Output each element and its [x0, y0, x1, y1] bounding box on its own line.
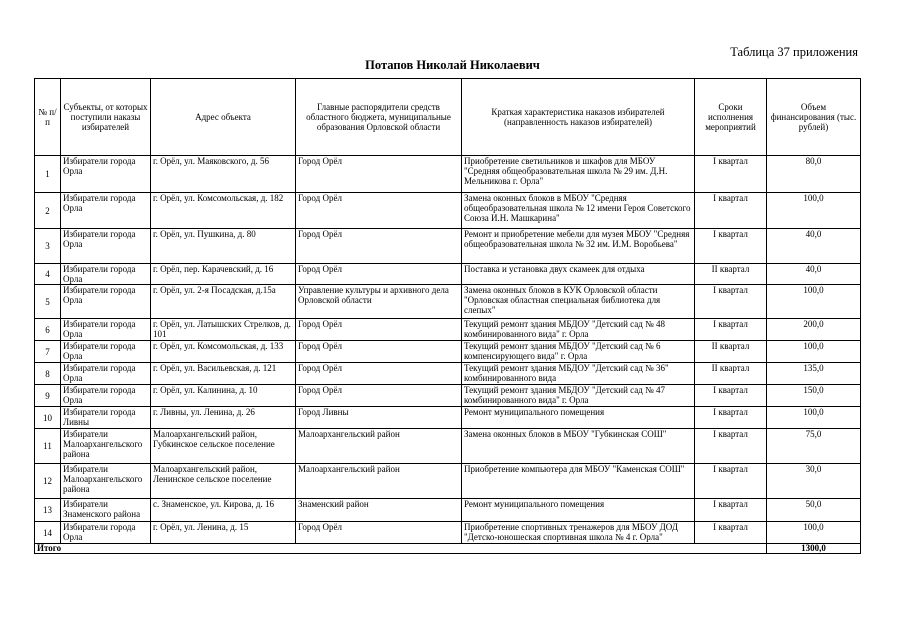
row-manager: Город Орёл [296, 319, 462, 341]
total-label: Итого [35, 544, 767, 554]
row-num: 1 [35, 156, 61, 193]
row-amount: 80,0 [767, 156, 861, 193]
header-description: Краткая характеристика наказов избирателей (направленность наказов избирателей) [462, 79, 695, 156]
table-row [35, 229, 861, 264]
row-period: I квартал [695, 499, 767, 522]
row-description: Замена оконных блоков в МБОУ "Губкинская СОШ" [462, 429, 695, 464]
row-manager: Управление культуры и архивного дела Орловской области [296, 285, 462, 319]
table-row [35, 193, 861, 229]
row-manager: Город Орёл [296, 193, 462, 229]
row-amount: 40,0 [767, 229, 861, 264]
row-subject: Избиратели Малоархангельского района [61, 464, 151, 499]
header-num: № п/п [35, 79, 61, 156]
table-row [35, 341, 861, 363]
row-num: 12 [35, 464, 61, 499]
table-row [35, 522, 861, 544]
row-manager: Город Орёл [296, 385, 462, 407]
row-address: г. Орёл, ул. Васильевская, д. 121 [151, 363, 296, 385]
total-amount: 1300,0 [767, 544, 861, 554]
row-description: Текущий ремонт здания МБДОУ "Детский сад № 47 комбинированного вида" г. Орла [462, 385, 695, 407]
row-num: 7 [35, 341, 61, 363]
table-row [35, 429, 861, 464]
row-period: I квартал [695, 407, 767, 429]
row-description: Текущий ремонт здания МБДОУ "Детский сад № 48 комбинированного вида" г. Орла [462, 319, 695, 341]
row-num: 3 [35, 229, 61, 264]
row-period: I квартал [695, 285, 767, 319]
row-period: I квартал [695, 319, 767, 341]
header-address: Адрес объекта [151, 79, 296, 156]
row-manager: Город Орёл [296, 229, 462, 264]
row-num: 5 [35, 285, 61, 319]
row-manager: Малоархангельский район [296, 464, 462, 499]
row-manager: Город Орёл [296, 156, 462, 193]
header-amount: Объем финансирования (тыс. рублей) [767, 79, 861, 156]
row-manager: Малоархангельский район [296, 429, 462, 464]
row-description: Текущий ремонт здания МБДОУ "Детский сад № 36" комбинированного вида [462, 363, 695, 385]
row-amount: 100,0 [767, 522, 861, 544]
row-description: Приобретение светильников и шкафов для МБОУ "Средняя общеобразовательная школа № 29 им. Д.Н. Мельникова г. Орла" [462, 156, 695, 193]
row-amount: 100,0 [767, 407, 861, 429]
row-amount: 75,0 [767, 429, 861, 464]
table-row [35, 407, 861, 429]
row-amount: 50,0 [767, 499, 861, 522]
row-address: г. Орёл, ул. Латышских Стрелков, д. 101 [151, 319, 296, 341]
row-period: I квартал [695, 193, 767, 229]
row-num: 10 [35, 407, 61, 429]
row-subject: Избиратели города Орла [61, 285, 151, 319]
row-address: г. Орёл, ул. Маяковского, д. 56 [151, 156, 296, 193]
table-row [35, 385, 861, 407]
table-header-row [35, 79, 861, 156]
row-amount: 40,0 [767, 264, 861, 285]
row-description: Замена оконных блоков в КУК Орловской области "Орловская областная специальная библиотека для слепых" [462, 285, 695, 319]
header-managers: Главные распорядители средств областного бюджета, муниципальные образования Орловской области [296, 79, 462, 156]
row-description: Приобретение компьютера для МБОУ "Каменская СОШ" [462, 464, 695, 499]
table-row [35, 464, 861, 499]
appendix-label: Таблица 37 приложения [730, 45, 858, 59]
row-amount: 100,0 [767, 285, 861, 319]
row-address: г. Орёл, ул. Ленина, д. 15 [151, 522, 296, 544]
row-subject: Избиратели Знаменского района [61, 499, 151, 522]
row-num: 14 [35, 522, 61, 544]
row-num: 13 [35, 499, 61, 522]
row-period: I квартал [695, 385, 767, 407]
header-subject: Субъекты, от которых поступили наказы избирателей [61, 79, 151, 156]
row-manager: Город Орёл [296, 264, 462, 285]
row-period: I квартал [695, 429, 767, 464]
row-manager: Город Орёл [296, 363, 462, 385]
row-address: г. Орёл, пер. Карачевский, д. 16 [151, 264, 296, 285]
row-period: I квартал [695, 522, 767, 544]
row-subject: Избиратели города Орла [61, 363, 151, 385]
row-period: I квартал [695, 464, 767, 499]
row-address: г. Орёл, ул. Калинина, д. 10 [151, 385, 296, 407]
row-amount: 100,0 [767, 193, 861, 229]
deputy-name: Потапов Николай Николаевич [365, 58, 540, 72]
row-subject: Избиратели города Орла [61, 156, 151, 193]
row-address: г. Орёл, ул. Комсомольская, д. 182 [151, 193, 296, 229]
row-address: Малоархангельский район, Ленинское сельское поселение [151, 464, 296, 499]
table-row [35, 499, 861, 522]
header-period: Сроки исполнения мероприятий [695, 79, 767, 156]
table-row [35, 264, 861, 285]
row-period: II квартал [695, 341, 767, 363]
row-amount: 30,0 [767, 464, 861, 499]
row-address: г. Ливны, ул. Ленина, д. 26 [151, 407, 296, 429]
row-subject: Избиратели города Орла [61, 264, 151, 285]
row-subject: Избиратели города Орла [61, 522, 151, 544]
row-num: 11 [35, 429, 61, 464]
row-subject: Избиратели города Орла [61, 229, 151, 264]
row-subject: Избиратели города Орла [61, 319, 151, 341]
row-description: Замена оконных блоков в МБОУ "Средняя общеобразовательная школа № 12 имени Героя Советского Союза И.Н. Машкарина" [462, 193, 695, 229]
row-subject: Избиратели города Ливны [61, 407, 151, 429]
row-amount: 150,0 [767, 385, 861, 407]
row-period: II квартал [695, 363, 767, 385]
row-description: Приобретение спортивных тренажеров для МБОУ ДОД "Детско-юношеская спортивная школа № 4 г. Орла" [462, 522, 695, 544]
row-manager: Город Орёл [296, 341, 462, 363]
row-num: 8 [35, 363, 61, 385]
row-num: 2 [35, 193, 61, 229]
row-subject: Избиратели Малоархангельского района [61, 429, 151, 464]
row-description: Ремонт муниципального помещения [462, 407, 695, 429]
row-num: 9 [35, 385, 61, 407]
row-period: I квартал [695, 156, 767, 193]
row-manager: Город Орёл [296, 522, 462, 544]
row-num: 6 [35, 319, 61, 341]
row-address: с. Знаменское, ул. Кирова, д. 16 [151, 499, 296, 522]
row-address: г. Орёл, ул. Пушкина, д. 80 [151, 229, 296, 264]
row-manager: Знаменский район [296, 499, 462, 522]
row-description: Поставка и установка двух скамеек для отдыха [462, 264, 695, 285]
row-description: Ремонт муниципального помещения [462, 499, 695, 522]
row-description: Ремонт и приобретение мебели для музея МБОУ "Средняя общеобразовательная школа № 32 им. И.М. Воробьева" [462, 229, 695, 264]
voter-mandates-table [34, 78, 861, 554]
row-subject: Избиратели города Орла [61, 193, 151, 229]
row-subject: Избиратели города Орла [61, 341, 151, 363]
row-address: г. Орёл, ул. Комсомольская, д. 133 [151, 341, 296, 363]
row-amount: 100,0 [767, 341, 861, 363]
table-row [35, 285, 861, 319]
row-period: II квартал [695, 264, 767, 285]
row-num: 4 [35, 264, 61, 285]
row-period: I квартал [695, 229, 767, 264]
row-subject: Избиратели города Орла [61, 385, 151, 407]
table-row [35, 363, 861, 385]
row-description: Текущий ремонт здания МБДОУ "Детский сад № 6 компенсирующего вида" г. Орла [462, 341, 695, 363]
row-address: Малоархангельский район, Губкинское сельское поселение [151, 429, 296, 464]
row-address: г. Орёл, ул. 2-я Посадская, д.15а [151, 285, 296, 319]
table-row [35, 156, 861, 193]
row-amount: 200,0 [767, 319, 861, 341]
total-row [35, 544, 861, 554]
row-manager: Город Ливны [296, 407, 462, 429]
table-row [35, 319, 861, 341]
row-amount: 135,0 [767, 363, 861, 385]
